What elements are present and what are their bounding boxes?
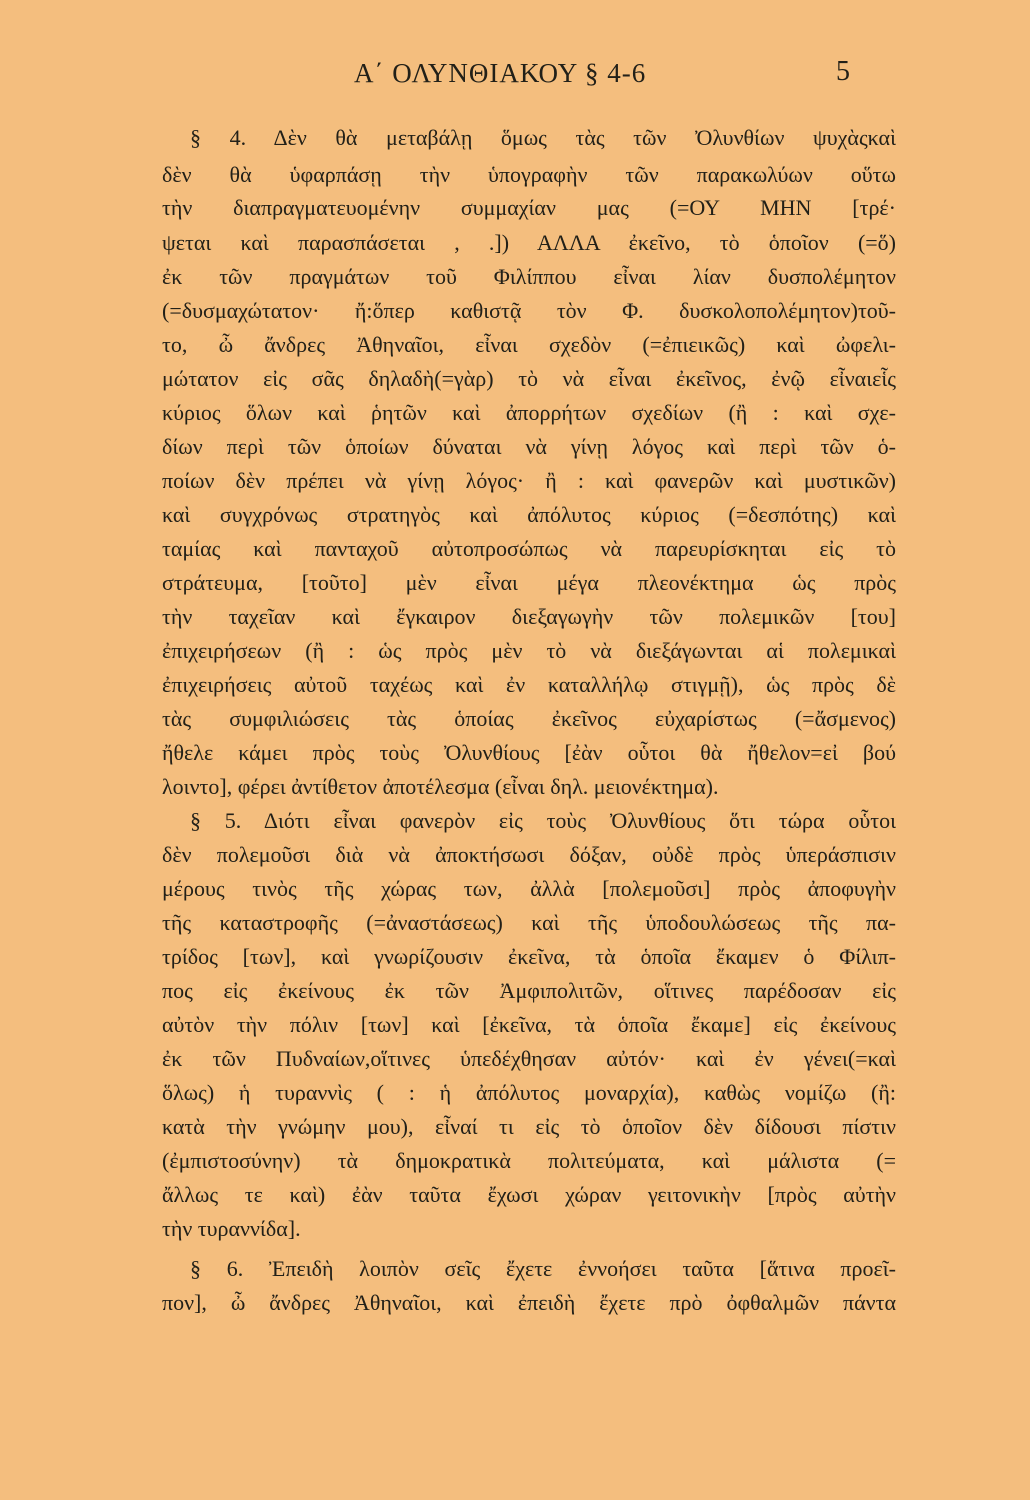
text-line: δίων περὶ τῶν ὁποίων δύναται νὰ γίνῃ λόγος καὶ περὶ τῶν ὁ- <box>162 434 896 459</box>
text-line: δὲν θὰ ὑφαρπάσῃ τὴν ὑπογραφὴν τῶν παρακωλύων οὕτω <box>162 162 896 187</box>
text-line: ἄλλως τε καὶ) ἐὰν ταῦτα ἔχωσι χώραν γειτονικὴν [πρὸς αὐτὴν <box>162 1182 896 1207</box>
text-line: τῆς καταστροφῆς (=ἀναστάσεως) καὶ τῆς ὑποδουλώσεως τῆς πα- <box>162 910 896 935</box>
text-line: τὰς συμφιλιώσεις τὰς ὁποίας ἐκεῖνος εὐχαρίστως (=ἄσμενος) <box>162 706 896 731</box>
text-line: § 5. Διότι εἶναι φανερὸν εἰς τοὺς Ὀλυνθίους ὅτι τώρα οὗτοι <box>190 808 896 833</box>
text-line: πον], ὦ ἄνδρες Ἀθηναῖοι, καὶ ἐπειδὴ ἔχετε πρὸ ὀφθαλμῶν πάντα <box>162 1290 896 1315</box>
text-line: καὶ συγχρόνως στρατηγὸς καὶ ἀπόλυτος κύριος (=δεσπότης) καὶ <box>162 502 896 527</box>
text-line: § 6. Ἐπειδὴ λοιπὸν σεῖς ἔχετε ἐννοήσει ταῦτα [ἅτινα προεῖ- <box>190 1256 896 1281</box>
text-line: κύριος ὅλων καὶ ῥητῶν καὶ ἀπορρήτων σχεδίων (ἢ : καὶ σχε- <box>162 400 896 425</box>
text-line: (=δυσμαχώτατον· ἤ:ὅπερ καθιστᾷ τὸν Φ. δυσκολοπολέμητον)τοῦ- <box>162 298 896 323</box>
running-head: Α΄ ΟΛΥΝΘΙΑΚΟΥ § 4-6 <box>354 58 647 88</box>
text-line: ἤθελε κάμει πρὸς τοὺς Ὀλυνθίους [ἐὰν οὗτοι θὰ ἤθελον=εἰ βού <box>162 740 896 765</box>
text-line: ἐπιχειρήσεων (ἢ : ὡς πρὸς μὲν τὸ νὰ διεξάγωνται αἱ πολεμικαὶ <box>162 638 896 663</box>
text-line: ταμίας καὶ πανταχοῦ αὐτοπροσώπως νὰ παρευρίσκηται εἰς τὸ <box>162 536 896 561</box>
text-line: τὴν ταχεῖαν καὶ ἔγκαιρον διεξαγωγὴν τῶν πολεμικῶν [του] <box>162 604 896 629</box>
text-line: (ἐμπιστοσύνην) τὰ δημοκρατικὰ πολιτεύματα, καὶ μάλιστα (= <box>162 1148 896 1173</box>
text-line: τρίδος [των], καὶ γνωρίζουσιν ἐκεῖνα, τὰ ὁποῖα ἔκαμεν ὁ Φίλιπ- <box>162 944 896 969</box>
text-line: ποίων δὲν πρέπει νὰ γίνῃ λόγος· ἢ : καὶ φανερῶν καὶ μυστικῶν) <box>162 468 896 493</box>
text-line: τὴν τυραννίδα]. <box>162 1216 301 1241</box>
text-line: λοιντο], φέρει ἀντίθετον ἀποτέλεσμα (εἶναι δηλ. μειονέκτημα). <box>162 774 719 799</box>
text-line: το, ὦ ἄνδρες Ἀθηναῖοι, εἶναι σχεδὸν (=ἐπιεικῶς) καὶ ὠφελι- <box>162 332 896 357</box>
text-line: μώτατον εἰς σᾶς δηλαδὴ(=γὰρ) τὸ νὰ εἶναι ἐκεῖνος, ἐνῷ εἶναιεἷς <box>162 366 896 391</box>
page-number: 5 <box>836 56 850 87</box>
text-line: μέρους τινὸς τῆς χώρας των, ἀλλὰ [πολεμοῦσι] πρὸς ἀποφυγὴν <box>162 876 896 901</box>
text-line: δὲν πολεμοῦσι διὰ νὰ ἀποκτήσωσι δόξαν, οὐδὲ πρὸς ὑπεράσπισιν <box>162 842 896 867</box>
text-line: ἐπιχειρήσεις αὐτοῦ ταχέως καὶ ἐν καταλλήλῳ στιγμῇ), ὡς πρὸς δὲ <box>162 672 896 697</box>
text-line: στράτευμα, [τοῦτο] μὲν εἶναι μέγα πλεονέκτημα ὡς πρὸς <box>162 570 896 595</box>
text-line: πος εἰς ἐκείνους ἐκ τῶν Ἀμφιπολιτῶν, οἵτινες παρέδοσαν εἰς <box>162 978 896 1003</box>
text-line: αὐτὸν τὴν πόλιν [των] καὶ [ἐκεῖνα, τὰ ὁποῖα ἔκαμε] εἰς ἐκείνους <box>162 1012 896 1037</box>
text-line: § 4. Δὲν θὰ μεταβάλῃ ὅμως τὰς τῶν Ὀλυνθίων ψυχὰςκαὶ <box>190 125 896 150</box>
text-line: ψεται καὶ παρασπάσεται , .]) ΑΛΛΑ ἐκεῖνο, τὸ ὁποῖον (=ὅ) <box>162 230 896 255</box>
text-line: ὅλως) ἡ τυραννὶς ( : ἡ ἀπόλυτος μοναρχία), καθὼς νομίζω (ἢ: <box>162 1080 896 1105</box>
text-line: ἐκ τῶν Πυδναίων,οἵτινες ὑπεδέχθησαν αὐτόν· καὶ ἐν γένει(=καὶ <box>162 1046 896 1071</box>
text-line: τὴν διαπραγματευομένην συμμαχίαν μας (=ΟΥ ΜΗΝ [τρέ· <box>162 195 896 220</box>
text-line: ἐκ τῶν πραγμάτων τοῦ Φιλίππου εἶναι λίαν δυσπολέμητον <box>162 264 896 289</box>
text-line: κατὰ τὴν γνώμην μου), εἶναί τι εἰς τὸ ὁποῖον δὲν δίδουσι πίστιν <box>162 1114 896 1139</box>
